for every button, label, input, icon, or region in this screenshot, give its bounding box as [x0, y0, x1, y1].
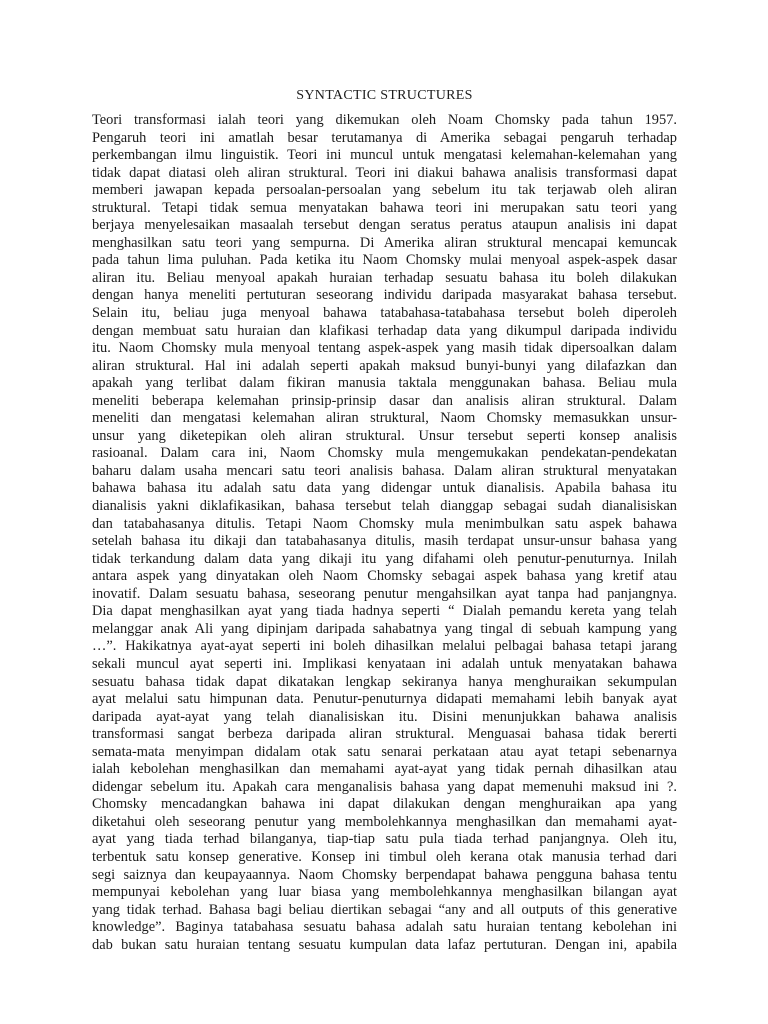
text-line: aliran itu. Beliau menyoal apakah huraian terhadap sesuatu bahasa itu boleh dilakukan: [92, 269, 677, 286]
text-line: melanggar anak Ali yang dipinjam daripada sahabatnya yang tingal di sebuah kampung yang: [92, 620, 677, 637]
text-line: menghasilkan satu teori yang sempurna. Di Amerika aliran struktural mencapai kemuncak: [92, 234, 677, 251]
document-page: [92, 86, 677, 954]
text-line: unsur yang diketepikan oleh aliran struktural. Unsur tersebut seperti konsep analisis: [92, 427, 677, 444]
text-line: …”. Hakikatnya ayat-ayat seperti ini boleh dihasilkan melalui pelbagai bahasa tetapi jarang: [92, 638, 677, 655]
text-line: mempunyai kebolehan yang luar biasa yang membolehkannya menghasilkan bilangan ayat: [92, 884, 677, 901]
text-line: knowledge”. Baginya tatabahasa sesuatu bahasa adalah satu huraian tentang kebolehan ini: [92, 919, 677, 936]
text-line: pada tahun lima puluhan. Pada ketika itu Naom Chomsky mulai menyoal aspek-aspek dasar: [92, 252, 677, 269]
text-line: itu. Naom Chomsky mula menyoal tentang aspek-aspek yang masih tidak dipersoalkan dalam: [92, 340, 677, 357]
document-title: SYNTACTIC STRUCTURES: [296, 88, 473, 103]
text-line: tidak dapat diatasi oleh aliran struktural. Teori ini diakui bahawa analisis transformasi dapat: [92, 164, 677, 181]
text-line: terbentuk satu konsep generative. Konsep ini timbul oleh kerana otak manusia terhad dari: [92, 848, 677, 865]
text-line: rasioanal. Dalam cara ini, Naom Chomsky mula mengemukakan pendekatan-pendekatan: [92, 445, 677, 462]
text-line: apakah yang terlibat dalam fikiran manusia taktala menggunakan bahasa. Beliau mula: [92, 375, 677, 392]
text-line: didengar sebelum itu. Apakah cara menganalisis bahasa yang dapat memenuhi maksud ini ?.: [92, 778, 677, 795]
text-line: struktural. Tetapi tidak semua menyatakan bahawa teori ini merupakan satu teori yang: [92, 199, 677, 216]
text-line: perkembangan ilmu linguistik. Teori ini muncul untuk mengatasi kelemahan-kelemahan yang: [92, 147, 677, 164]
text-line: Teori transformasi ialah teori yang dikemukan oleh Noam Chomsky pada tahun 1957.: [92, 112, 677, 128]
text-line: segi saiznya dan keupayaannya. Naom Chomsky berpendapat bahawa pengguna bahasa tentu: [92, 866, 677, 883]
text-line: Chomsky mencadangkan bahawa ini dapat dilakukan dengan menghuraikan apa yang: [92, 796, 677, 813]
text-line: Dia dapat menghasilkan ayat yang tiada hadnya seperti “ Dialah pemandu kereta yang telah: [92, 603, 677, 620]
document-body: [92, 112, 677, 954]
text-line: sekali muncul ayat seperti ini. Implikasi kenyataan ini adalah untuk menyatakan bahawa: [92, 655, 677, 672]
text-line: daripada ayat-ayat yang telah dianalisiskan itu. Disini menunjukkan bahawa analisis: [92, 708, 677, 725]
text-line: ayat yang tiada terhad bilanganya, tiap-tiap satu pula tiada terhad panjangnya. Oleh itu,: [92, 831, 677, 848]
text-line: ayat melalui satu himpunan data. Penutur-penuturnya didapati memahami lebih banyak ayat: [92, 691, 677, 708]
text-line: diketahui oleh seseorang penutur yang membolehkannya menghasilkan dan memahami ayat-: [92, 813, 677, 830]
text-line: sesuatu bahasa tidak dapat dikatakan lengkap sekiranya hanya menghuraikan sekumpulan: [92, 673, 677, 690]
text-line: yang tidak terhad. Bahasa bagi beliau diertikan sebagai “any and all outputs of this generative: [92, 901, 677, 918]
text-line: berjaya menyelesaikan masaalah tersebut dengan seratus peratus ataupun analisis ini dapat: [92, 217, 677, 234]
text-line: dan tatabahasanya ditulis. Tetapi Naom Chomsky mula menimbulkan satu aspek bahawa: [92, 515, 677, 532]
text-line: baharu dalam usaha mencari satu teori analisis bahasa. Dalam aliran struktural menyatakan: [92, 462, 677, 479]
text-line: dengan membuat satu huraian dan klafikasi terhadap data yang dikumpul daripada individu: [92, 322, 677, 339]
text-line: Selain itu, beliau juga menyoal bahawa tatabahasa-tatabahasa tersebut boleh diperoleh: [92, 305, 677, 322]
text-line: dianalisis yakni diklafikasikan, bahasa tersebut telah dianggap sebagai sudah dianalisiskan: [92, 498, 677, 515]
text-line: transformasi sangat berbeza daripada aliran struktural. Menguasai bahasa tidak bererti: [92, 726, 677, 743]
text-line: meneliti dan mengatasi kelemahan aliran struktural, Naom Chomsky memasukkan unsur-: [92, 410, 677, 427]
text-line: aliran struktural. Hal ini adalah seperti apakah maksud bunyi-bunyi yang dilafazkan dan: [92, 357, 677, 374]
text-line: bahawa bahasa itu adalah satu data yang didengar untuk dianalisis. Apabila bahasa itu: [92, 480, 677, 497]
text-line: setelah bahasa itu dikaji dan tatabahasanya ditulis, masih terdapat unsur-unsur bahasa yang: [92, 533, 677, 550]
text-line: ialah kebolehan menghasilkan dan memahami ayat-ayat yang tidak pernah dihasilkan atau: [92, 761, 677, 778]
text-line: memberi jawapan kepada persoalan-persoalan yang sebelum itu tak terjawab oleh aliran: [92, 182, 677, 199]
text-line: inovatif. Dalam sesuatu bahasa, seseorang penutur mengahsilkan ayat tanpa had panjangnya.: [92, 585, 677, 602]
text-line: tidak terkandung dalam data yang dikaji itu yang difahami oleh penutur-penuturnya. Inilah: [92, 550, 677, 567]
text-line: meneliti beberapa kelemahan prinsip-prinsip dasar dan analisis aliran struktural. Dalam: [92, 392, 677, 409]
text-line: dab bukan satu huraian tentang sesuatu kumpulan data lafaz pertuturan. Dengan ini, apabila: [92, 936, 677, 953]
text-line: dengan hanya meneliti pertuturan seseorang individu daripada masyarakat bahasa tersebut.: [92, 287, 677, 304]
text-line: Pengaruh teori ini amatlah besar terutamanya di Amerika sebagai pengaruh terhadap: [92, 129, 677, 146]
text-line: antara aspek yang dinyatakan oleh Naom Chomsky sebagai aspek bahasa yang kretif atau: [92, 568, 677, 585]
text-line: semata-mata menyimpan didalam otak satu senarai perkataan atau ayat tetapi sebenarnya: [92, 743, 677, 760]
